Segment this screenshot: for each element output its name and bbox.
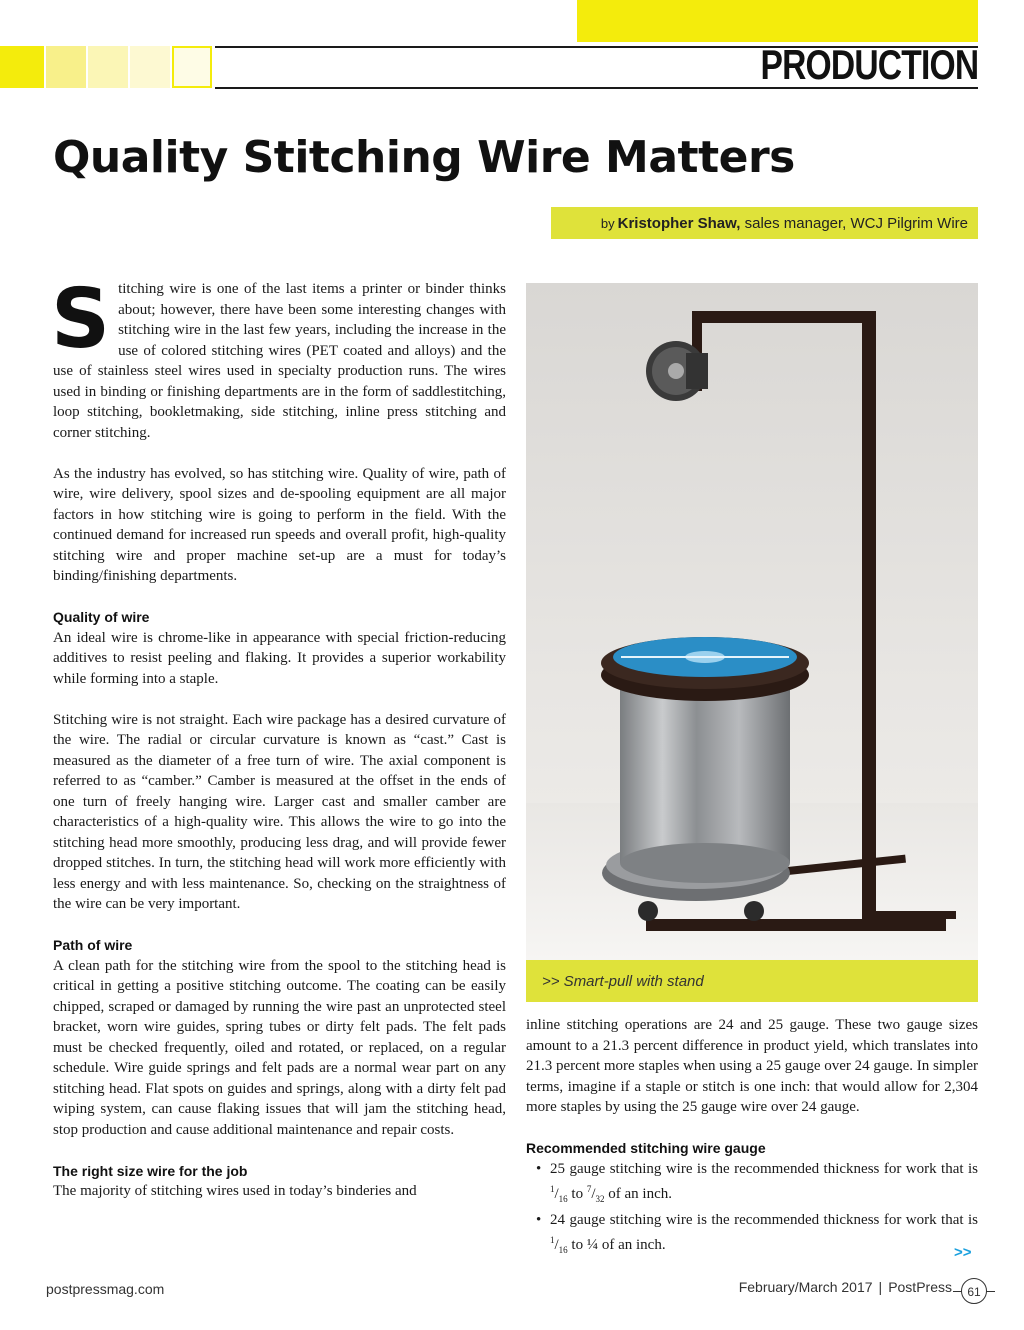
- fraction-denominator: 32: [595, 1194, 605, 1204]
- subhead-path: Path of wire: [53, 937, 133, 953]
- photo-caption: >> Smart-pull with stand: [526, 960, 978, 1002]
- bullet-text: ¼ of an inch.: [586, 1237, 666, 1253]
- bullet-text: 25 gauge stitching wire is the recommended thickness for work that is: [550, 1160, 978, 1177]
- header-square: [0, 46, 44, 88]
- fraction-denominator: 16: [558, 1194, 568, 1204]
- footer-issue: [739, 1279, 952, 1295]
- paragraph: A clean path for the stitching wire from the spool to the stitching head is critical in getting a positive stitching outcome. The coating can be easily chipped, scraped or damaged by running the wire past an unprotected steel bracket, worn wire guides, spring tubes or dirty felt pads. The felt pads must be checked frequently, oiled and rotated, or replaced, on a regular schedule. Wire guide springs and felt pads are a normal wear part on any stitching head. Flat spots on guides and springs, along with a dirty felt pad wiping system, can cause flaking issues that will jam the stitching head, stop production and cause additional maintenance and repair costs.: [53, 957, 506, 1138]
- paragraph: inline stitching operations are 24 and 25 gauge. These two gauge sizes amount to a 21.3 percent difference in product yield, which translates into 21.3 percent more staples when using a 25 gauge over 24 gauge. In simpler terms, imagine if a staple or stitch is one inch: that would allow for 2,304 more staples by using the 25 gauge wire over 24 gauge.: [526, 1017, 978, 1115]
- subhead-recommended: Recommended stitching wire gauge: [526, 1140, 766, 1156]
- header-square: [46, 46, 86, 88]
- footer-separator: |: [878, 1279, 883, 1295]
- footer-date: February/March 2017: [738, 1279, 873, 1295]
- section-label: PRODUCTION: [760, 41, 978, 88]
- bullet-text: 24 gauge stitching wire is the recommended thickness for work that is: [550, 1211, 978, 1228]
- byline-role: sales manager, WCJ Pilgrim Wire: [744, 214, 968, 232]
- byline: [551, 207, 978, 239]
- fraction-numerator: 1: [550, 1235, 555, 1245]
- left-column: [51, 272, 506, 1222]
- fraction-numerator: 1: [550, 1184, 555, 1194]
- list-item: • 24 gauge stitching wire is the recommended thickness for work that is $^1/_{16}$ to ¼ of an inch.: [550, 1210, 978, 1261]
- subhead-quality: Quality of wire: [53, 609, 150, 625]
- list-item: • 25 gauge stitching wire is the recommended thickness for work that is $^1/_{16}$ to $^7/_{32}$ of an inch.: [550, 1159, 978, 1210]
- continue-arrow: >>: [954, 1244, 972, 1261]
- fraction-numerator: 7: [586, 1184, 592, 1194]
- intro-text: titching wire is one of the last items a printer or binder thinks about; however, there have been some interesting changes with stitching wire in the last few years, including the increase in the use of colored stitching wires (PET coated and alloys) and the use of stainless steel wires used in specialty production runs. The wires used in binding or finishing departments are in the form of saddlestitching, loop stitching, bookletmaking, side stitching, inline press stitching and corner stitching.: [53, 281, 506, 441]
- footer-website[interactable]: postpressmag.com: [46, 1281, 165, 1297]
- page-number: 61: [961, 1278, 987, 1304]
- bullet-text: of an inch.: [608, 1186, 672, 1202]
- product-photo: [526, 283, 978, 960]
- header-square: [88, 46, 128, 88]
- bullet-text: to: [567, 1237, 587, 1253]
- article-title: Quality Stitching Wire Matters: [53, 132, 795, 183]
- right-column: [526, 1015, 978, 1261]
- paragraph: An ideal wire is chrome-like in appearance with special friction-reducing additives to resist peeling and flaking. It provides a superior workability while forming into a staple.: [53, 629, 506, 687]
- drop-cap: S: [51, 272, 111, 367]
- footer-publication: PostPress: [888, 1279, 952, 1295]
- top-accent-bar: [577, 0, 978, 42]
- paragraph: The majority of stitching wires used in today’s binderies and: [53, 1183, 417, 1199]
- paragraph: As the industry has evolved, so has stitching wire. Quality of wire, path of wire, wire delivery, spool sizes and de-spooling equipment are all major factors in how stitching wire is going to perform in the field. With the continued demand for increased run speeds and overall profit, high-quality stitching wire and proper machine set-up are a must for today’s binding/finishing departments.: [53, 465, 506, 584]
- bullet-text: to: [567, 1186, 587, 1202]
- subhead-size: The right size wire for the job: [53, 1162, 248, 1179]
- header-square: [130, 46, 170, 88]
- gauge-list: [526, 1159, 978, 1261]
- byline-by: by: [600, 215, 615, 231]
- byline-author: Kristopher Shaw,: [617, 214, 741, 232]
- fraction-denominator: 16: [558, 1245, 568, 1255]
- intro-paragraph: [51, 272, 506, 443]
- wire-spool-stand-illustration: [526, 283, 978, 960]
- paragraph: Stitching wire is not straight. Each wire package has a desired curvature of the wire. The radial or circular curvature is known as “cast.” Cast is measured as the diameter of a free turn of wire. The axial component is referred to as “camber.” Camber is measured at the offset in the ends of one turn of freely hanging wire. Larger cast and smaller camber are characteristics of a high-quality wire. This allows the wire to go into the stitching head more smoothly, producing less drag, and will provide fewer dropped stitches. In turn, the stitching head will work more efficiently with less energy and with less maintenance. So, checking on the straightness of the wire can be very important.: [53, 711, 506, 912]
- header-square: [172, 46, 212, 88]
